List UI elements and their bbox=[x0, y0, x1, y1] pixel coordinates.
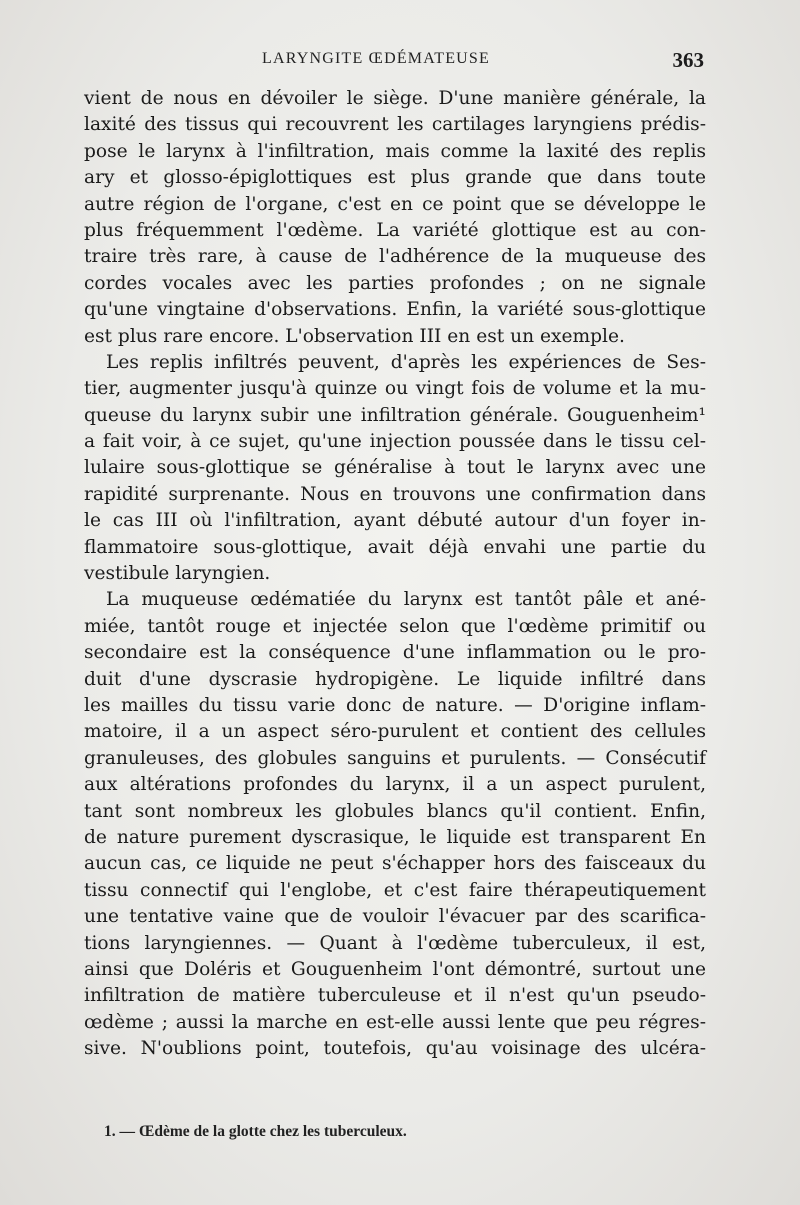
body-text bbox=[84, 86, 706, 1062]
text-line: plus fréquemment l'œdème. La variété glottique est au con- bbox=[84, 219, 706, 241]
text-line: les mailles du tissu varie donc de nature. — D'origine inflam- bbox=[84, 694, 706, 716]
text-line: traire très rare, à cause de l'adhérence de la muqueuse des bbox=[84, 246, 706, 268]
text-line: de nature purement dyscrasique, le liquide est transparent En bbox=[84, 826, 706, 848]
text-line: autre région de l'organe, c'est en ce point que se développe le bbox=[84, 193, 706, 215]
text-line: une tentative vaine que de vouloir l'évacuer par des scarifica- bbox=[84, 906, 706, 928]
text-line: a fait voir, à ce sujet, qu'une injection poussée dans le tissu cel- bbox=[84, 431, 706, 453]
page-number: 363 bbox=[672, 48, 704, 72]
text-line: matoire, il a un aspect séro-purulent et contient des cellules bbox=[84, 721, 706, 743]
text-line: tant sont nombreux les globules blancs qu'il contient. Enfin, bbox=[84, 800, 706, 822]
text-line: tions laryngiennes. — Quant à l'œdème tuberculeux, il est, bbox=[84, 932, 706, 954]
text-line: sive. N'oublions point, toutefois, qu'au voisinage des ulcéra- bbox=[84, 1038, 706, 1060]
text-line: œdème ; aussi la marche en est-elle aussi lente que peu régres- bbox=[84, 1011, 706, 1033]
running-title: LARYNGITE ŒDÉMATEUSE bbox=[262, 50, 490, 67]
text-line: aux altérations profondes du larynx, il a un aspect purulent, bbox=[84, 774, 706, 796]
text-line: qu'une vingtaine d'observations. Enfin, la variété sous-glottique bbox=[84, 299, 706, 321]
text-line: Les replis infiltrés peuvent, d'après les expériences de Ses- bbox=[106, 351, 706, 373]
text-line: secondaire est la conséquence d'une inflammation ou le pro- bbox=[84, 642, 706, 664]
text-line: lulaire sous-glottique se généralise à tout le larynx avec une bbox=[84, 457, 706, 479]
text-line: miée, tantôt rouge et injectée selon que l'œdème primitif ou bbox=[84, 615, 706, 637]
text-line: vestibule laryngien. bbox=[84, 563, 271, 585]
text-line: tier, augmenter jusqu'à quinze ou vingt fois de volume et la mu- bbox=[84, 378, 706, 400]
footnote: 1. — Œdème de la glotte chez les tuberculeux. bbox=[104, 1123, 407, 1140]
text-line: pose le larynx à l'infiltration, mais comme la laxité des replis bbox=[84, 140, 706, 162]
text-line: tissu connectif qui l'englobe, et c'est faire thérapeutiquement bbox=[84, 879, 706, 901]
text-line: infiltration de matière tuberculeuse et il n'est qu'un pseudo- bbox=[84, 985, 706, 1007]
text-line: vient de nous en dévoiler le siège. D'une manière générale, la bbox=[84, 88, 706, 109]
text-line: est plus rare encore. L'observation III en est un exemple. bbox=[84, 325, 625, 347]
page-header bbox=[84, 50, 704, 74]
text-line: rapidité surprenante. Nous en trouvons une confirmation dans bbox=[84, 483, 706, 505]
text-line: cordes vocales avec les parties profondes ; on ne signale bbox=[84, 272, 706, 294]
text-line: aucun cas, ce liquide ne peut s'échapper hors des faisceaux du bbox=[84, 853, 706, 875]
text-line: duit d'une dyscrasie hydropigène. Le liquide infiltré dans bbox=[84, 668, 706, 690]
text-line: ainsi que Doléris et Gouguenheim l'ont démontré, surtout une bbox=[84, 958, 706, 980]
text-line: laxité des tissus qui recouvrent les cartilages laryngiens prédis- bbox=[84, 114, 706, 136]
text-line: granuleuses, des globules sanguins et purulents. — Consécutif bbox=[84, 747, 706, 769]
text-line: le cas III où l'infiltration, ayant débuté autour d'un foyer in- bbox=[84, 510, 706, 532]
text-line: queuse du larynx subir une infiltration générale. Gouguenheim¹ bbox=[84, 404, 706, 426]
text-line: La muqueuse œdématiée du larynx est tantôt pâle et ané- bbox=[106, 589, 706, 611]
text-line: ary et glosso-épiglottiques est plus grande que dans toute bbox=[84, 167, 706, 189]
text-line: flammatoire sous-glottique, avait déjà envahi une partie du bbox=[84, 536, 706, 558]
